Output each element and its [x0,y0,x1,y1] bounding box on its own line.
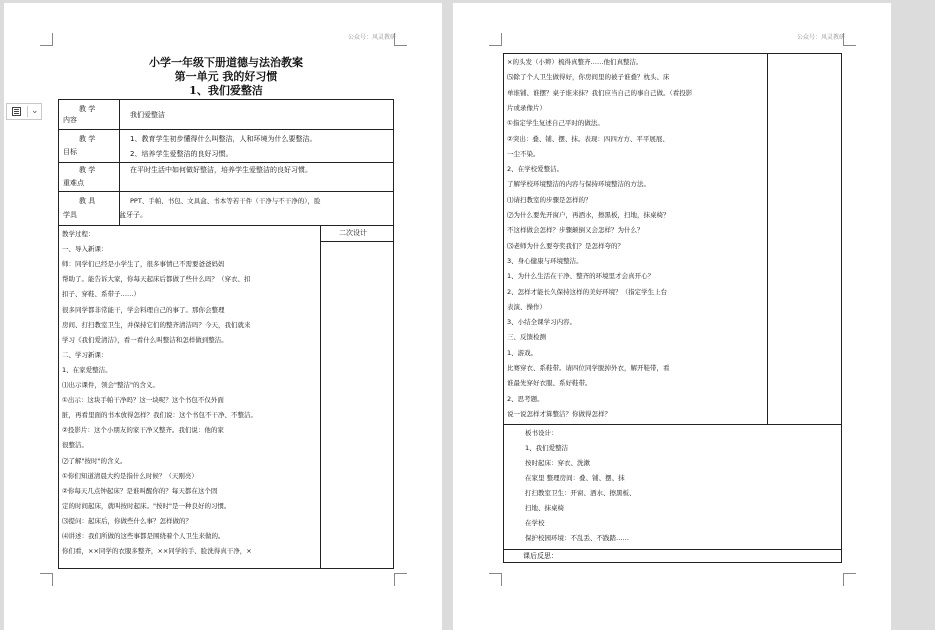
row-label: 学具 [63,211,77,219]
document-page-1 [4,3,442,630]
row-label: 重难点 [63,179,84,187]
text-line: 扣子、穿鞋、系带子……） [62,290,140,299]
text-line: ①出示：这块手帕干净吗？这一块呢？这个书包不仅外面 [62,396,224,405]
text-line: ①指定学生复述自己平时的做法。 [507,119,604,128]
text-line: ②投影片：这个小朋友的家干净又整齐。我们说：他的家 [62,426,224,435]
row-content: 1、教育学生初步懂得什么叫整洁，人和环境为什么要整洁。 [130,135,317,143]
text-line: 学习《我们爱清洁》，看一看什么叫整洁和怎样做到整洁。 [62,335,228,344]
text-line: 保护校园环境：不乱丢、不践踏…… [525,534,629,542]
text-line: 一、导入新课： [62,245,108,254]
text-line: 定的时间起床，就叫按时起床。"按时"是一种良好的习惯。 [62,501,231,510]
crop-mark [843,573,856,586]
text-line: 单谁铺、谁摆？桌子谁来抹？我们应当自己的事自己做。（看投影 [507,88,693,97]
text-line: 3、小结全课学习内容。 [507,318,577,327]
text-line: ⑶提问：起床后，你做些什么事？怎样做的？ [62,516,192,525]
crop-mark [489,33,502,46]
text-line: ⑴出示课件，领会"整洁"的含义。 [62,381,159,389]
second-design-header: 二次设计 [339,229,367,237]
row-label: 教 学 [79,166,96,174]
text-line: 扫地、抹桌椅 [525,504,564,512]
text-line: 三、反馈检测 [507,333,546,342]
chevron-down-icon: ⌄ [31,106,39,116]
text-line: 2、思考题。 [507,394,544,403]
row-label: 目标 [63,148,77,156]
text-line: 在家里 整理房间：叠、铺、摆、抹 [525,474,625,482]
text-line: 二、学习新课： [62,350,108,359]
outline-icon [12,107,21,116]
text-line: 1、为什么生活在干净、整齐的环境里才会真开心？ [507,272,655,281]
watermark: 公众号：风灵教研 [347,34,396,41]
text-line: 2、在学校爱整洁。 [507,165,564,174]
watermark: 公众号：风灵教研 [796,34,845,41]
text-line: ⑵为什么要先开窗户，再洒水，擦黑板，扫地，抹桌椅？ [507,211,670,219]
row-content: 在平时生活中如何做好整洁，培养学生爱整洁的良好习惯。 [130,166,312,174]
row-label: 教 学 [79,105,96,113]
unit-title: 第一单元 我的好习惯 [174,70,278,83]
text-line: 1、在家爱整洁。 [62,365,112,374]
reflection-label: 课后反思： [523,552,558,560]
text-line: 3、身心健康与环境整洁。 [507,256,583,265]
text-line: 1、游戏。 [507,348,538,357]
document-page-2 [453,3,891,630]
text-line: 帮助了。能告诉大家，你每天起床后都做了些什么吗？（穿衣、扣 [62,275,251,284]
row-content: 盆牙子。 [119,211,147,219]
text-line: ①你们知道清晨大约是指什么时候？（天刚亮） [62,471,198,480]
text-line: 按时起床：穿衣、洗漱 [525,459,590,467]
crop-mark [40,573,53,586]
text-line: ⑶老师为什么要夸奖我们？是怎样夸的？ [507,241,624,250]
text-line: ⑷讲述：我们所做的这些事都是围绕着个人卫生来做的。 [62,532,225,540]
row-content: 我们爱整洁 [130,111,165,119]
row-label: 内容 [63,116,77,124]
row-content: PPT、手帕、书包、文具盒、书本等若干件（干净与不干净的），脸 [130,197,321,205]
text-line: 一尘不染。 [507,149,540,158]
document-title: 小学一年级下册道德与法治教案 [149,56,303,69]
outline-toggle-button[interactable] [6,103,42,120]
text-line: 2、怎样才能长久保持这样的美好环境？（指定学生上台 [507,287,668,296]
text-line: 很整洁。 [62,441,88,450]
text-line: ×的头发（小辫）梳得真整齐……他们真整洁。 [507,58,643,66]
lesson-title: 1、我们爱整洁 [189,84,263,97]
text-line: 片或录像片） [507,103,546,112]
text-line: 板书设计： [525,429,558,437]
crop-mark [40,33,53,46]
text-line: 打扫教室卫生：开窗、洒水、擦黑板、 [525,489,636,497]
row-label: 教 具 [79,197,96,205]
text-line: ⑸除了个人卫生做得好，你房间里的被子谁叠？枕头、床 [507,73,670,82]
text-line: 在学校 [525,519,545,527]
text-line: 师：同学们已经是小学生了，很多事情已不需要爸爸妈妈 [62,260,225,269]
text-line: 教学过程： [62,230,95,238]
text-line: 脏，再看里面的书本放得怎样？我们说：这个书包不干净、不整洁。 [62,411,257,420]
text-line: 1、我们爱整洁 [525,444,569,452]
text-line: ②你每天几点钟起床？是谁叫醒你的？每天都在这个固 [62,486,218,495]
text-line: 表演、操作） [507,302,546,311]
text-line: ②突出：叠、铺、摆、抹。表现：四四方方、平平展展、 [507,134,669,143]
row-label: 教 学 [79,135,96,143]
text-line: 你们看，××同学的衣服多整齐，××同学的手、脸洗得真干净，× [62,547,252,556]
text-line: 说一说怎样才算整洁？你做得怎样？ [507,409,611,418]
crop-mark [394,573,407,586]
crop-mark [489,573,502,586]
row-content: 2、培养学生爱整洁的良好习惯。 [130,150,233,158]
text-line: 谁最先穿好衣服、系好鞋带。 [507,379,592,388]
text-line: 不这样做会怎样？步骤颠倒又会怎样？为什么？ [507,226,644,235]
text-line: 房间、打扫教室卫生，并保持它们的整齐清洁吗？今天，我们就来 [62,320,251,329]
text-line: 很多同学都非常能干，学会料理自己的事了。那你会整理 [62,305,225,314]
text-line: 了解学校环境整洁的内容与保持环境整洁的方法。 [507,180,650,189]
text-line: 比赛穿衣、系鞋带。请四位同学脱掉外衣，解开鞋带，看 [507,364,670,372]
text-line: ⑴请扫教室的步骤是怎样的？ [507,195,592,204]
text-line: ⑵了解"按时"的含义。 [62,456,127,465]
